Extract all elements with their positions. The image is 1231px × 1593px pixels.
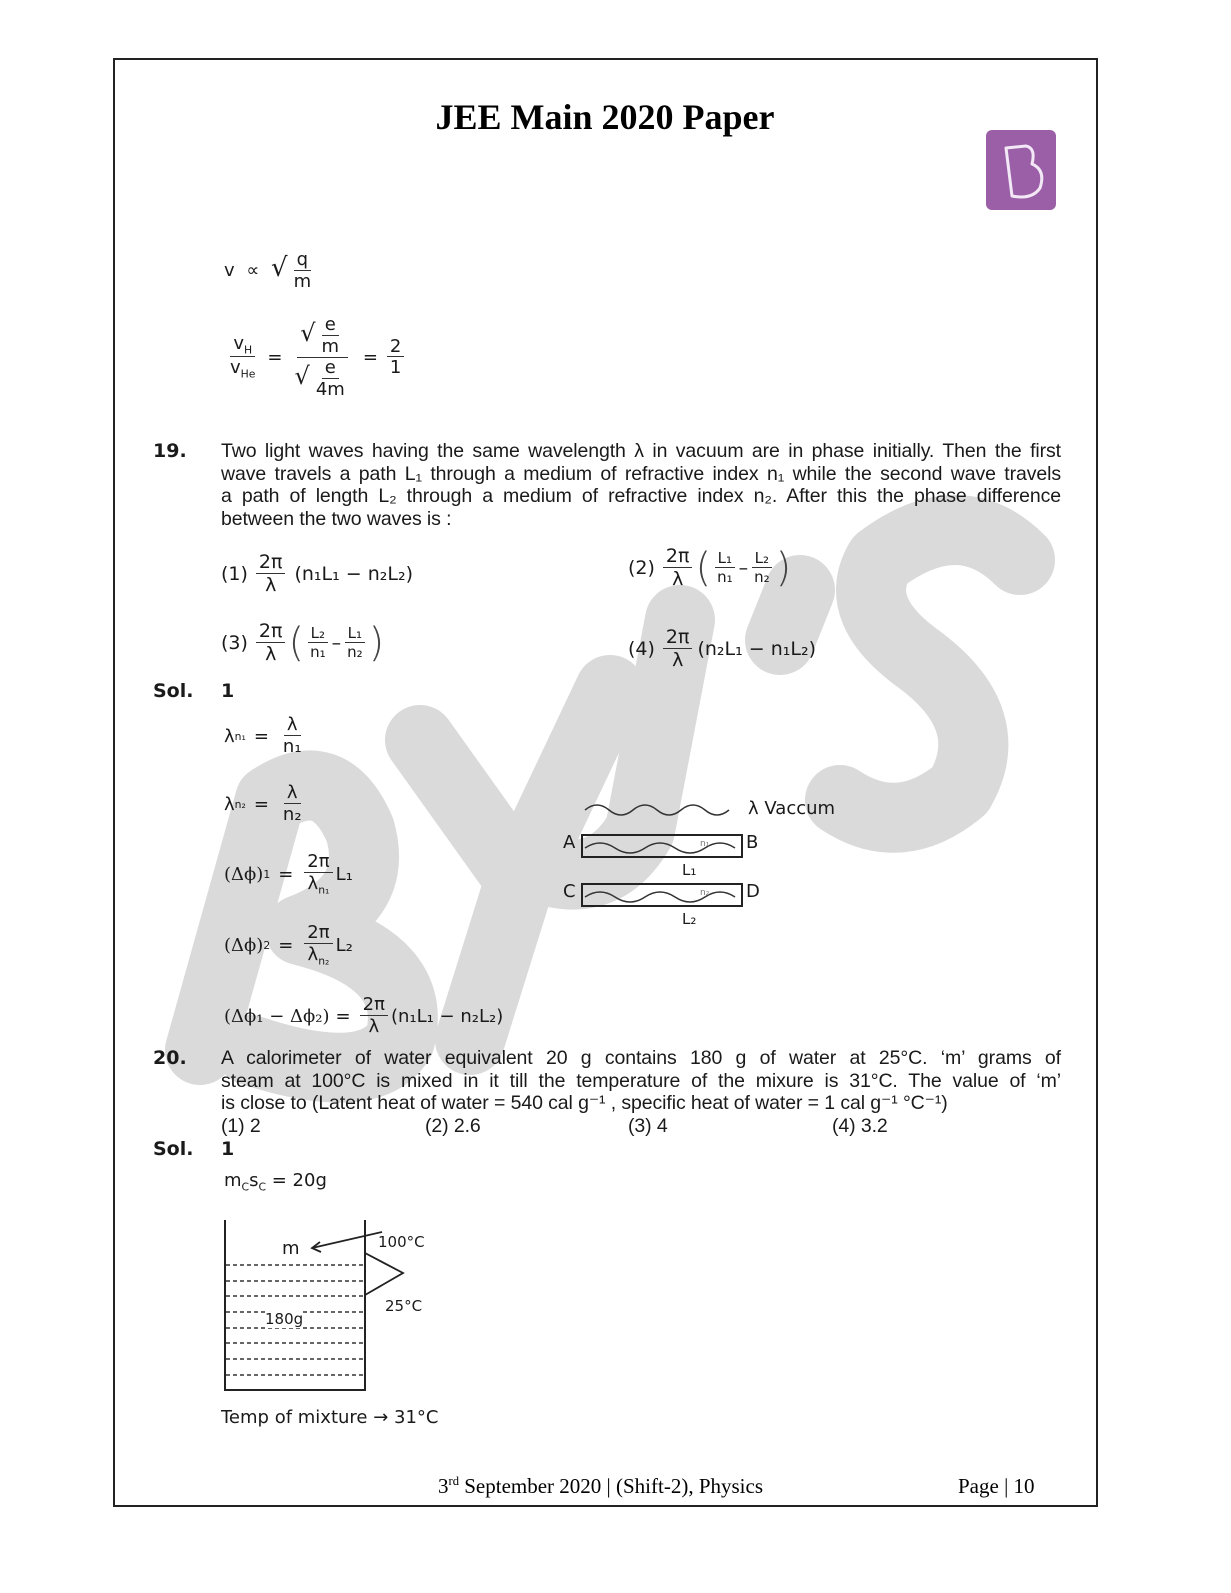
- byjus-logo: [986, 130, 1056, 210]
- step-wavelength-n1: λ n₁ = $\frac{\lambda}{\text{n₁}}$: [224, 714, 302, 757]
- point-d: D: [746, 881, 760, 902]
- q20-option-2[interactable]: (2) 2.6: [425, 1115, 481, 1137]
- q20-option-3[interactable]: (3) 4: [628, 1115, 668, 1137]
- q19-option-1[interactable]: (1) $\frac{2\pi}{\lambda}$ (n₁L₁ − n₂L₂): [221, 551, 413, 596]
- step-wavelength-n2: λ n₂ = $\frac{\lambda}{\text{n₂}}$: [224, 782, 302, 825]
- calorimeter-equation: $m_Cs_C = 20g$: [224, 1170, 327, 1194]
- medium-n2: n₂: [700, 888, 710, 898]
- question-number-20: 20.: [153, 1047, 187, 1069]
- velocity-ratio-formula: $\frac{v_H}{v_{He}}$ = √ $\frac{e}{m}$ √ $\frac{e}{4m}$ = $\frac{2}{1}$: [224, 315, 407, 401]
- solution-label-19: Sol.: [153, 680, 194, 702]
- wave-diagram-graphic: [560, 795, 760, 935]
- question-20-text: A calorimeter of water equivalent 20 g contains 180 g of water at 25°C. ‘m’ grams of steam at 100°C is mixed in it till the temperature of the mixure is 31°C. The value of ‘m’ is close to (Latent heat of water = 540 cal g⁻¹ , specific heat of water = 1 cal g⁻¹ °C⁻¹): [221, 1047, 1061, 1114]
- water-temp-label: 25°C: [385, 1297, 423, 1315]
- answer-20: 1: [221, 1138, 235, 1160]
- q19-option-2[interactable]: (2) $\frac{2\pi}{\lambda}$ ( $\frac{\text{L₁}}{\text{n₁}}$ – $\frac{\text{L₂}}{\text{n₂}}$ ): [628, 544, 792, 591]
- solution-label-20: Sol.: [153, 1138, 194, 1160]
- page-title: JEE Main 2020 Paper: [435, 97, 775, 137]
- footer-date: 3rd September 2020 | (Shift-2), Physics: [438, 1474, 764, 1498]
- wave-slab-diagram: [560, 795, 880, 935]
- step-phase-1: (Δϕ) 1 = $\frac{2\pi}{\lambda_{n_1}}$ L₁: [224, 851, 353, 897]
- page-number: Page | 10: [958, 1474, 1035, 1498]
- step-phase-difference: (Δϕ₁ − Δϕ₂) = $\frac{2\pi}{\lambda}$ (n₁L₁ − n₂L₂): [224, 994, 504, 1037]
- steam-mass-label: m: [282, 1238, 300, 1259]
- step-phase-2: (Δϕ) 2 = $\frac{2\pi}{\lambda_{n_2}}$ L₂: [224, 922, 353, 968]
- proportion-formula: v ∝ √ $\frac{q}{m}$: [224, 249, 312, 292]
- q20-option-4[interactable]: (4) 3.2: [832, 1115, 888, 1137]
- q19-option-3[interactable]: (3) $\frac{2\pi}{\lambda}$ ( $\frac{\text{L₂}}{\text{n₁}}$ – $\frac{\text{L₁}}{\text{n₂}}$ ): [221, 619, 385, 666]
- q20-option-1[interactable]: (1) 2: [221, 1115, 261, 1137]
- question-number-19: 19.: [153, 440, 187, 462]
- point-c: C: [563, 881, 576, 902]
- vacuum-label: λ Vaccum: [748, 798, 836, 819]
- calorimeter-diagram: [220, 1220, 460, 1395]
- point-a: A: [563, 832, 576, 853]
- length-l1: L₁: [682, 861, 697, 879]
- question-19-text: Two light waves having the same wavelength λ in vacuum are in phase initially. Then the first wave travels a path L₁ through a medium of refractive index n₁ while the second wave travels a path of length L₂ through a medium of refractive index n₂. After this the phase difference between the two waves is :: [221, 440, 1061, 530]
- medium-n1: n₁: [700, 839, 710, 849]
- water-mass-label: 180g: [265, 1310, 304, 1328]
- b-logo-icon: [986, 130, 1056, 210]
- q19-option-4[interactable]: (4) $\frac{2\pi}{\lambda}$ (n₂L₁ − n₁L₂): [628, 626, 816, 671]
- point-b: B: [746, 832, 759, 853]
- mixture-temperature: Temp of mixture → 31°C: [221, 1407, 439, 1428]
- length-l2: L₂: [682, 910, 697, 928]
- steam-temp-label: 100°C: [378, 1233, 425, 1251]
- answer-19: 1: [221, 680, 235, 702]
